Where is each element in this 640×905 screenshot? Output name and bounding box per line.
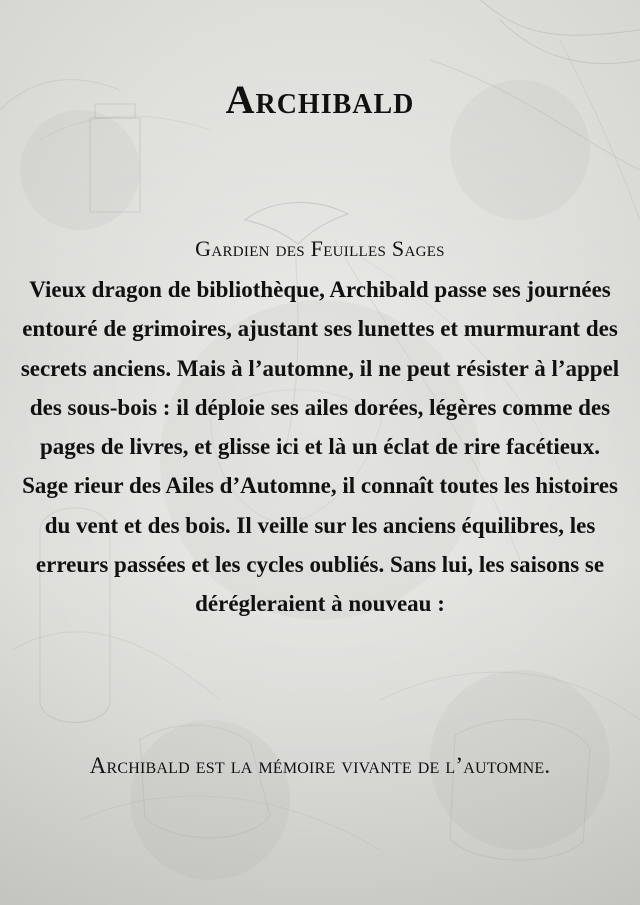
card-title: Archibald <box>225 77 415 122</box>
description-paragraph-2: Sage rieur des Ailes d’Automne, il connaît toutes les histoires du vent et des bois. Il veille sur les anciens équilibres, les erreurs passées et les cycles oubliés. Sans lui, les saisons se dérégleraient à nouveau : <box>22 473 618 617</box>
description-block <box>14 270 626 624</box>
card-subtitle: Gardien des Feuilles Sages <box>195 236 445 261</box>
closing-line: Archibald est la mémoire vivante de l’automne. <box>89 753 551 778</box>
description-paragraph-1: Vieux dragon de bibliothèque, Archibald passe ses journées entouré de grimoires, ajustant ses lunettes et murmurant des secrets anciens. Mais à l’automne, il ne peut résister à l’appel des sous-bois : il déploie ses ailes dorées, légères comme des pages de livres, et glisse ici et là un éclat de rire facétieux. <box>20 277 620 460</box>
